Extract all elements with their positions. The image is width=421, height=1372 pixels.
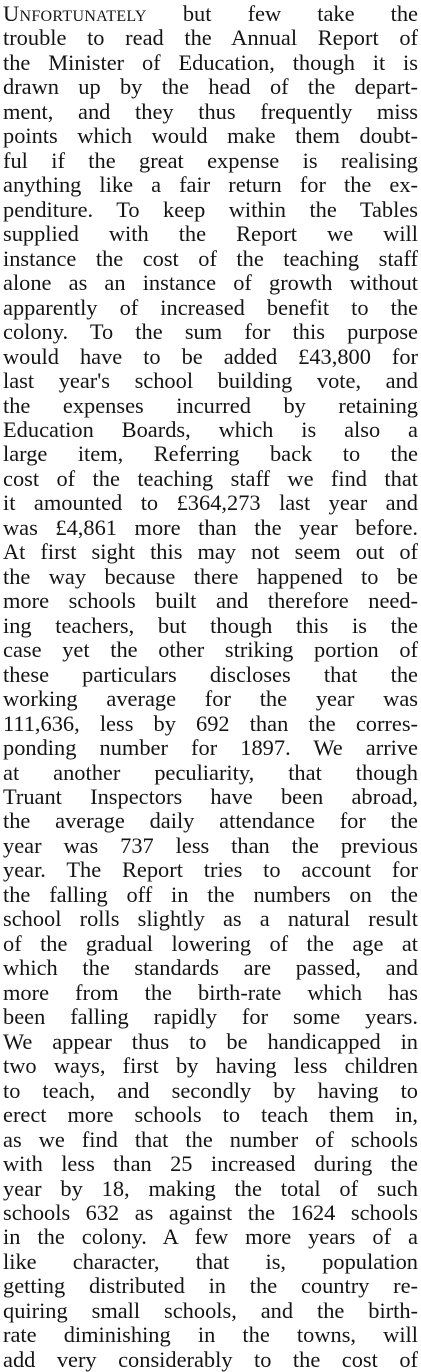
text-line: which the standards are passed, and	[3, 956, 418, 981]
text-line: the way because there happened to be	[3, 564, 418, 589]
text-line: large item, Referring back to the	[3, 442, 418, 467]
text-line: the Minister of Education, though it is	[3, 50, 418, 75]
text-line: the falling off in the numbers on the	[3, 882, 418, 907]
text-line: instance the cost of the teaching staff	[3, 246, 418, 271]
text-line: year by 18, making the total of such	[3, 1176, 418, 1201]
text-line: colony. To the sum for this purpose	[3, 320, 418, 345]
text-line: last year's school building vote, and	[3, 369, 418, 394]
text-line	[3, 2, 418, 26]
text-line: cost of the teaching staff we find that	[3, 466, 418, 491]
text-line: add very considerably to the cost of	[3, 1347, 418, 1372]
text-line: trouble to read the Annual Report of	[3, 26, 418, 51]
text-line: year. The Report tries to account for	[3, 858, 418, 883]
text-line: 111,636, less by 692 than the corres-	[3, 711, 418, 736]
text-line: alone as an instance of growth without	[3, 271, 418, 296]
text-line: these particulars discloses that the	[3, 662, 418, 687]
text-line: with less than 25 increased during the	[3, 1152, 418, 1177]
text-line: ing teachers, but though this is the	[3, 613, 418, 638]
text-line: Education Boards, which is also a	[3, 417, 418, 442]
text-line: supplied with the Report we will	[3, 222, 418, 247]
text-line-segment: but few take the	[146, 2, 418, 26]
text-line: quiring small schools, and the birth-	[3, 1298, 418, 1323]
text-line: it amounted to £364,273 last year and	[3, 491, 418, 516]
text-line: ment, and they thus frequently miss	[3, 99, 418, 124]
text-line: working average for the year was	[3, 687, 418, 712]
text-line: like character, that is, population	[3, 1249, 418, 1274]
text-line: penditure. To keep within the Tables	[3, 197, 418, 222]
lead-word: Unfortunately	[3, 2, 147, 26]
text-line: as we find that the number of schools	[3, 1127, 418, 1152]
text-line: the expenses incurred by retaining	[3, 393, 418, 418]
text-line: been falling rapidly for some years.	[3, 1005, 418, 1030]
text-line: Truant Inspectors have been abroad,	[3, 785, 418, 809]
text-line: in the colony. A few more years of a	[3, 1225, 418, 1250]
text-line: year was 737 less than the previous	[3, 833, 418, 858]
text-line: more schools built and therefore need-	[3, 589, 418, 614]
text-line: apparently of increased benefit to the	[3, 295, 418, 320]
text-line: erect more schools to teach them in,	[3, 1103, 418, 1128]
text-line: We appear thus to be handicapped in	[3, 1029, 418, 1054]
text-line: schools 632 as against the 1624 schools	[3, 1200, 418, 1225]
text-line: was £4,861 more than the year before.	[3, 515, 418, 540]
text-line: anything like a fair return for the ex-	[3, 173, 418, 198]
text-line: ful if the great expense is realising	[3, 148, 418, 173]
text-line: the average daily attendance for the	[3, 809, 418, 834]
text-line: of the gradual lowering of the age at	[3, 931, 418, 956]
text-line: ponding number for 1897. We arrive	[3, 736, 418, 761]
text-line: points which would make them doubt-	[3, 124, 418, 149]
text-line: rate diminishing in the towns, will	[3, 1323, 418, 1348]
text-line: more from the birth-rate which has	[3, 980, 418, 1005]
text-line: to teach, and secondly by having to	[3, 1078, 418, 1103]
text-line: drawn up by the head of the depart-	[3, 75, 418, 100]
text-line: At first sight this may not seem out of	[3, 540, 418, 565]
text-line: school rolls slightly as a natural result	[3, 907, 418, 932]
text-line: at another peculiarity, that though	[3, 760, 418, 785]
text-line: getting distributed in the country re-	[3, 1274, 418, 1299]
text-line: two ways, first by having less children	[3, 1054, 418, 1079]
text-line: case yet the other striking portion of	[3, 638, 418, 663]
text-line: would have to be added £43,800 for	[3, 344, 418, 369]
